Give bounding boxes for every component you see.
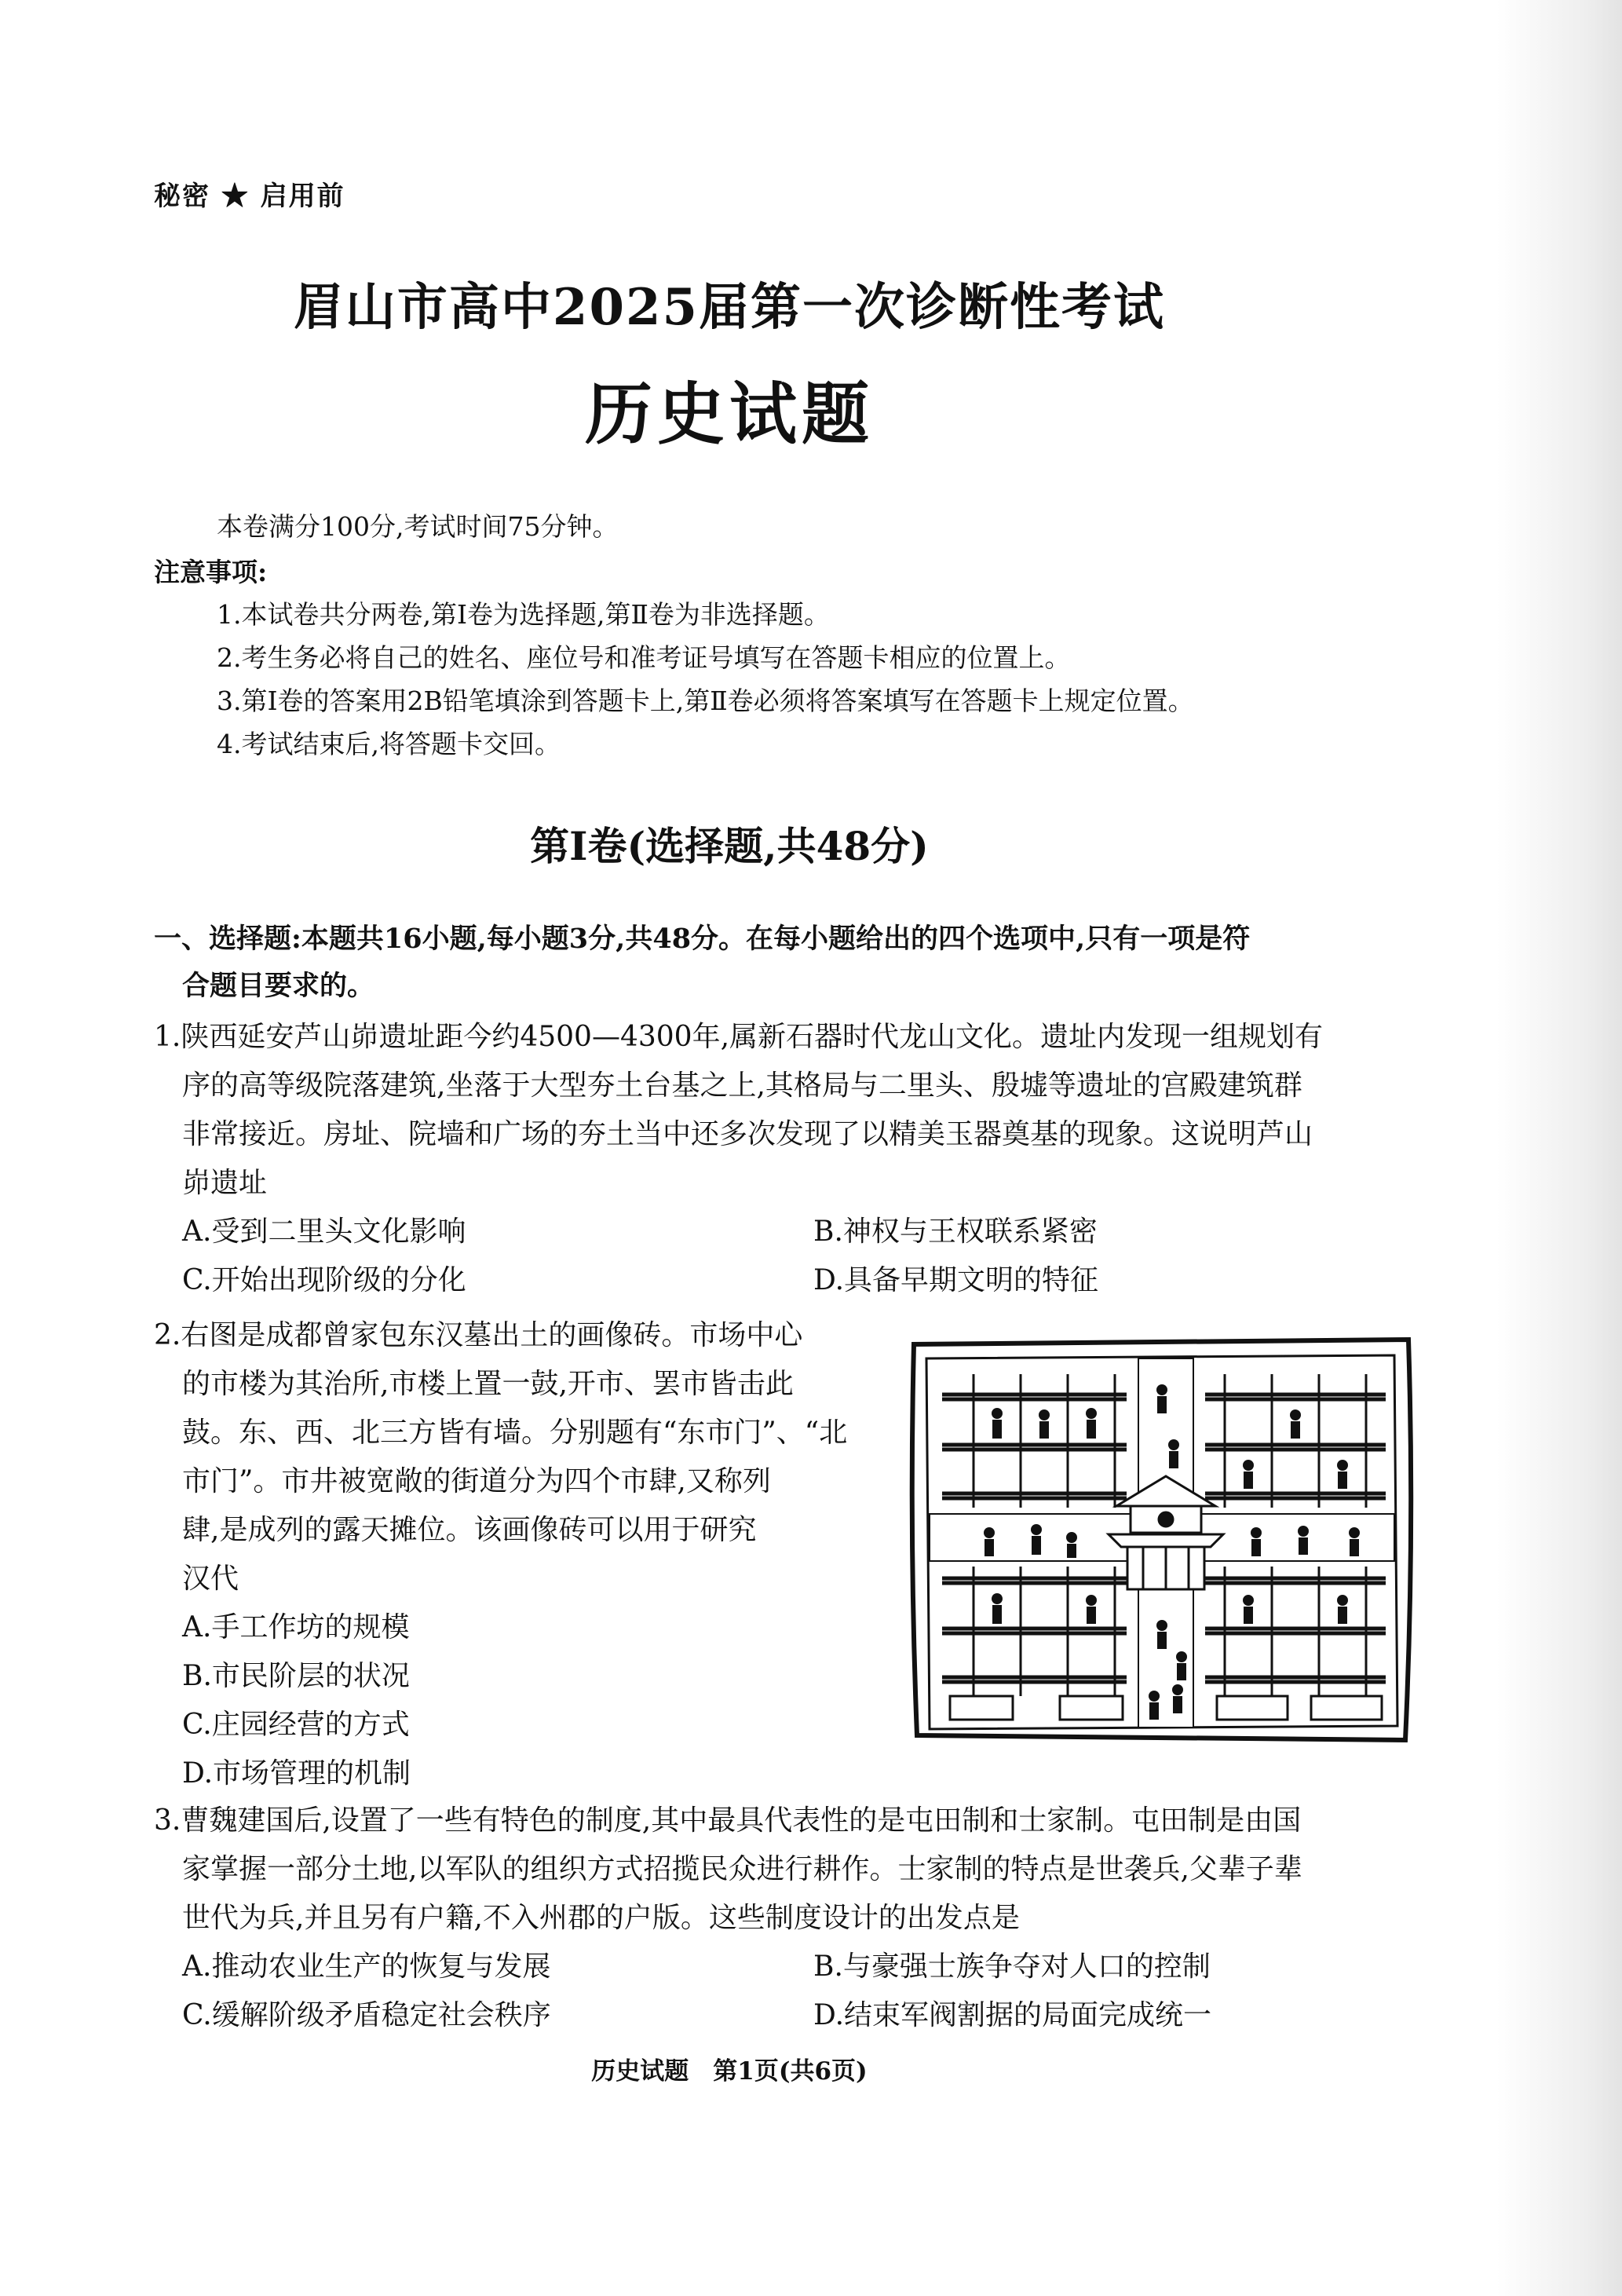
option-c: C.缓解阶级矛盾稳定社会秩序: [182, 1999, 551, 2031]
question-text: 鼓。东、西、北三方皆有墙。分别题有“东市门”、“北: [182, 1417, 848, 1449]
note-item: 3.第Ⅰ卷的答案用2B铅笔填涂到答题卡上,第Ⅱ卷必须将答案填写在答题卡上规定位置。: [217, 686, 1194, 716]
exam-title: 眉山市高中2025届第一次诊断性考试: [293, 278, 1166, 337]
option-b: B.神权与王权联系紧密: [813, 1216, 1098, 1248]
section-heading: 第Ⅰ卷(选择题,共48分): [530, 823, 929, 869]
option-b: B.与豪强士族争夺对人口的控制: [813, 1951, 1211, 1983]
question-text: 的市楼为其治所,市楼上置一鼓,开市、罢市皆击此: [182, 1368, 794, 1400]
option-a: A.受到二里头文化影响: [182, 1216, 466, 1248]
option-d: D.具备早期文明的特征: [813, 1264, 1099, 1296]
question-text: 2.右图是成都曾家包东汉墓出土的画像砖。市场中心: [154, 1319, 803, 1351]
question-text: 家掌握一部分土地,以军队的组织方式招揽民众进行耕作。士家制的特点是世袭兵,父辈子辈: [182, 1853, 1302, 1885]
note-item: 4.考试结束后,将答题卡交回。: [217, 729, 561, 759]
secret-label: 秘密 ★ 启用前: [154, 181, 345, 212]
option-b: B.市民阶层的状况: [182, 1660, 410, 1692]
section-instruction: 一、选择题:本题共16小题,每小题3分,共48分。在每小题给出的四个选项中,只有一项是符: [154, 923, 1251, 955]
question-text: 市门”。市井被宽敞的街道分为四个市肆,又称列: [182, 1465, 771, 1497]
option-d: D.结束军阀割据的局面完成统一: [813, 1999, 1212, 2031]
option-c: C.开始出现阶级的分化: [182, 1264, 466, 1296]
option-d: D.市场管理的机制: [182, 1757, 411, 1790]
note-item: 1.本试卷共分两卷,第Ⅰ卷为选择题,第Ⅱ卷为非选择题。: [217, 599, 830, 630]
option-a: A.推动农业生产的恢复与发展: [182, 1951, 551, 1983]
section-instruction: 合题目要求的。: [182, 970, 375, 1002]
subject-title: 历史试题: [585, 375, 874, 454]
question-text: 3.曹魏建国后,设置了一些有特色的制度,其中最具代表性的是屯田制和士家制。屯田制是由国: [154, 1804, 1302, 1837]
market-brick-image: [903, 1327, 1423, 1751]
option-c: C.庄园经营的方式: [182, 1709, 410, 1741]
exam-info: 本卷满分100分,考试时间75分钟。: [217, 511, 619, 542]
question-text: 世代为兵,并且另有户籍,不入州郡的户版。这些制度设计的出发点是: [182, 1902, 1020, 1934]
question-text: 1.陕西延安芦山峁遗址距今约4500—4300年,属新石器时代龙山文化。遗址内发现一组规划有: [154, 1021, 1324, 1053]
scan-edge-shadow: [1496, 0, 1622, 2296]
notes-heading: 注意事项:: [154, 557, 268, 587]
page-footer: 历史试题 第1页(共6页): [591, 2057, 868, 2086]
option-a: A.手工作坊的规模: [182, 1611, 410, 1643]
question-text: 肆,是成列的露天摊位。该画像砖可以用于研究: [182, 1514, 757, 1546]
question-text: 非常接近。房址、院墙和广场的夯土当中还多次发现了以精美玉器奠基的现象。这说明芦山: [182, 1118, 1313, 1150]
note-item: 2.考生务必将自己的姓名、座位号和准考证号填写在答题卡相应的位置上。: [217, 642, 1071, 673]
question-text: 序的高等级院落建筑,坐落于大型夯土台基之上,其格局与二里头、殷墟等遗址的宫殿建筑群: [182, 1069, 1302, 1102]
question-text: 峁遗址: [182, 1167, 268, 1199]
question-text: 汉代: [182, 1563, 239, 1595]
